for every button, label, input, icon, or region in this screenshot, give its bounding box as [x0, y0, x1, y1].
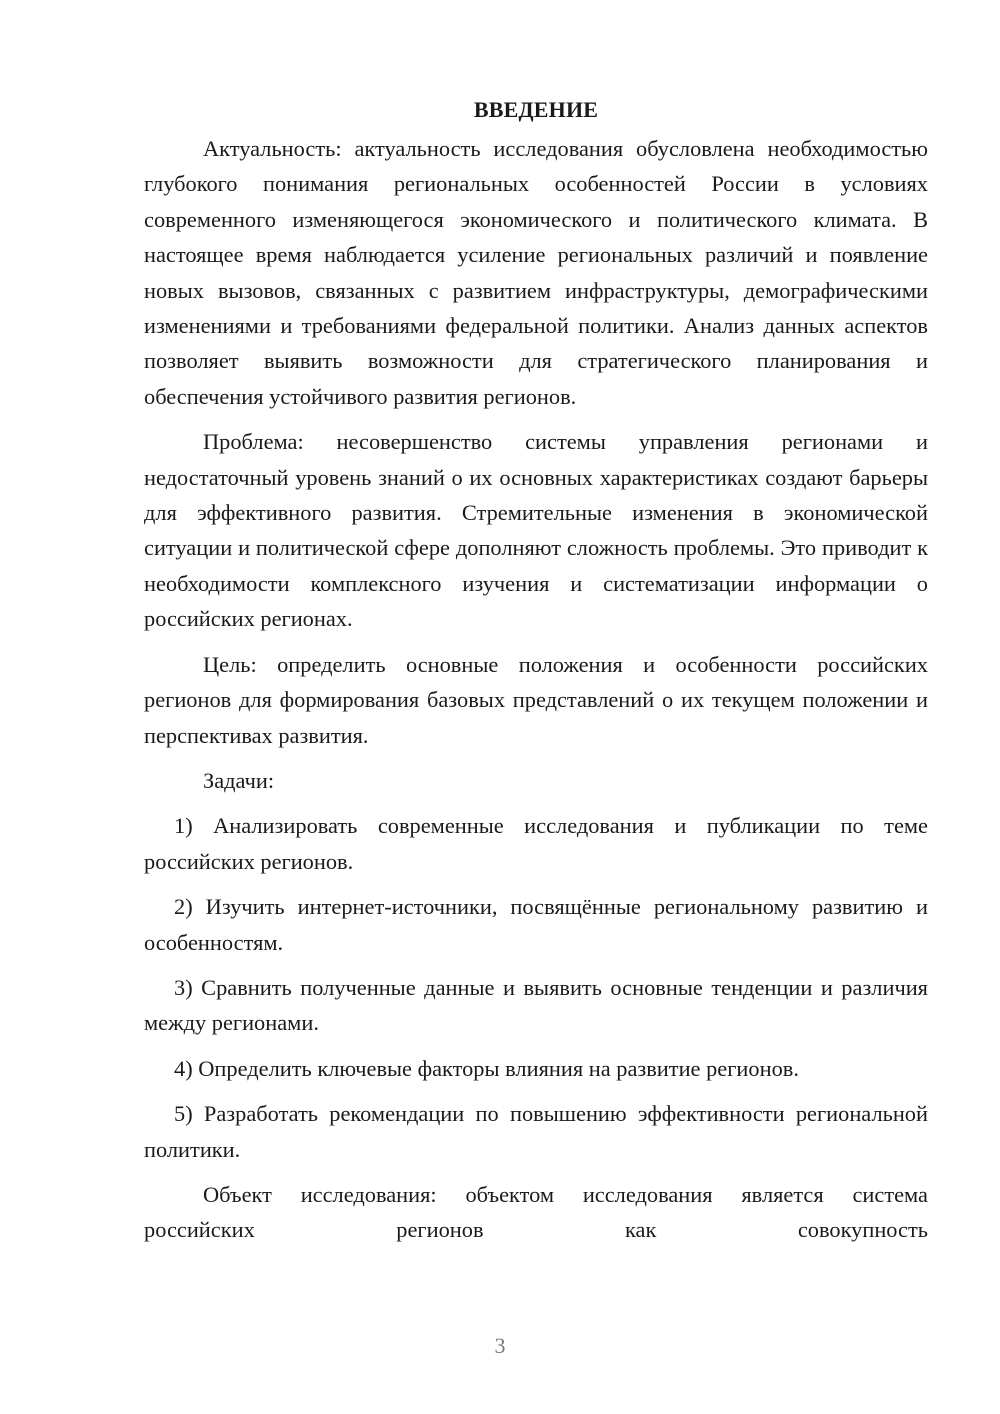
task-item: 2) Изучить интернет-источники, посвящённые региональному развитию и особенностям. — [144, 894, 928, 955]
document-page — [144, 92, 928, 1248]
task-item: 1) Анализировать современные исследования и публикации по теме российских регионов. — [144, 813, 928, 874]
page-number: 3 — [494, 1333, 506, 1358]
section-title: ВВЕДЕНИЕ — [473, 97, 599, 122]
paragraph-relevance: Актуальность: актуальность исследования обусловлена необходимостью глубокого понимания региональных особенностей России в условиях современного изменяющегося экономического и политического климата. В настоящее время наблюдается усиление региональных различий и появление новых вызовов, связанных с развитием инфраструктуры, демографическими изменениями и требованиями федеральной политики. Анализ данных аспектов позволяет выявить возможности для стратегического планирования и обеспечения устойчивого развития регионов. — [144, 136, 928, 409]
task-item: 4) Определить ключевые факторы влияния на развитие регионов. — [174, 1055, 799, 1081]
paragraph-object: Объект исследования: объектом исследования является система российских регионов как совокупность — [144, 1181, 928, 1243]
tasks-heading: Задачи: — [203, 767, 275, 793]
paragraph-goal: Цель: определить основные положения и особенности российских регионов для формирования базовых представлений о их текущем положении и перспективах развития. — [144, 651, 928, 748]
paragraph-problem: Проблема: несовершенство системы управления регионами и недостаточный уровень знаний о их основных характеристиках создают барьеры для эффективного развития. Стремительные изменения в экономической ситуации и политической сфере дополняют сложность проблемы. Это приводит к необходимости комплексного изучения и систематизации информации о российских регионах. — [144, 429, 928, 632]
task-item: 5) Разработать рекомендации по повышению эффективности региональной политики. — [144, 1101, 928, 1162]
task-item: 3) Сравнить полученные данные и выявить основные тенденции и различия между регионами. — [144, 974, 928, 1036]
